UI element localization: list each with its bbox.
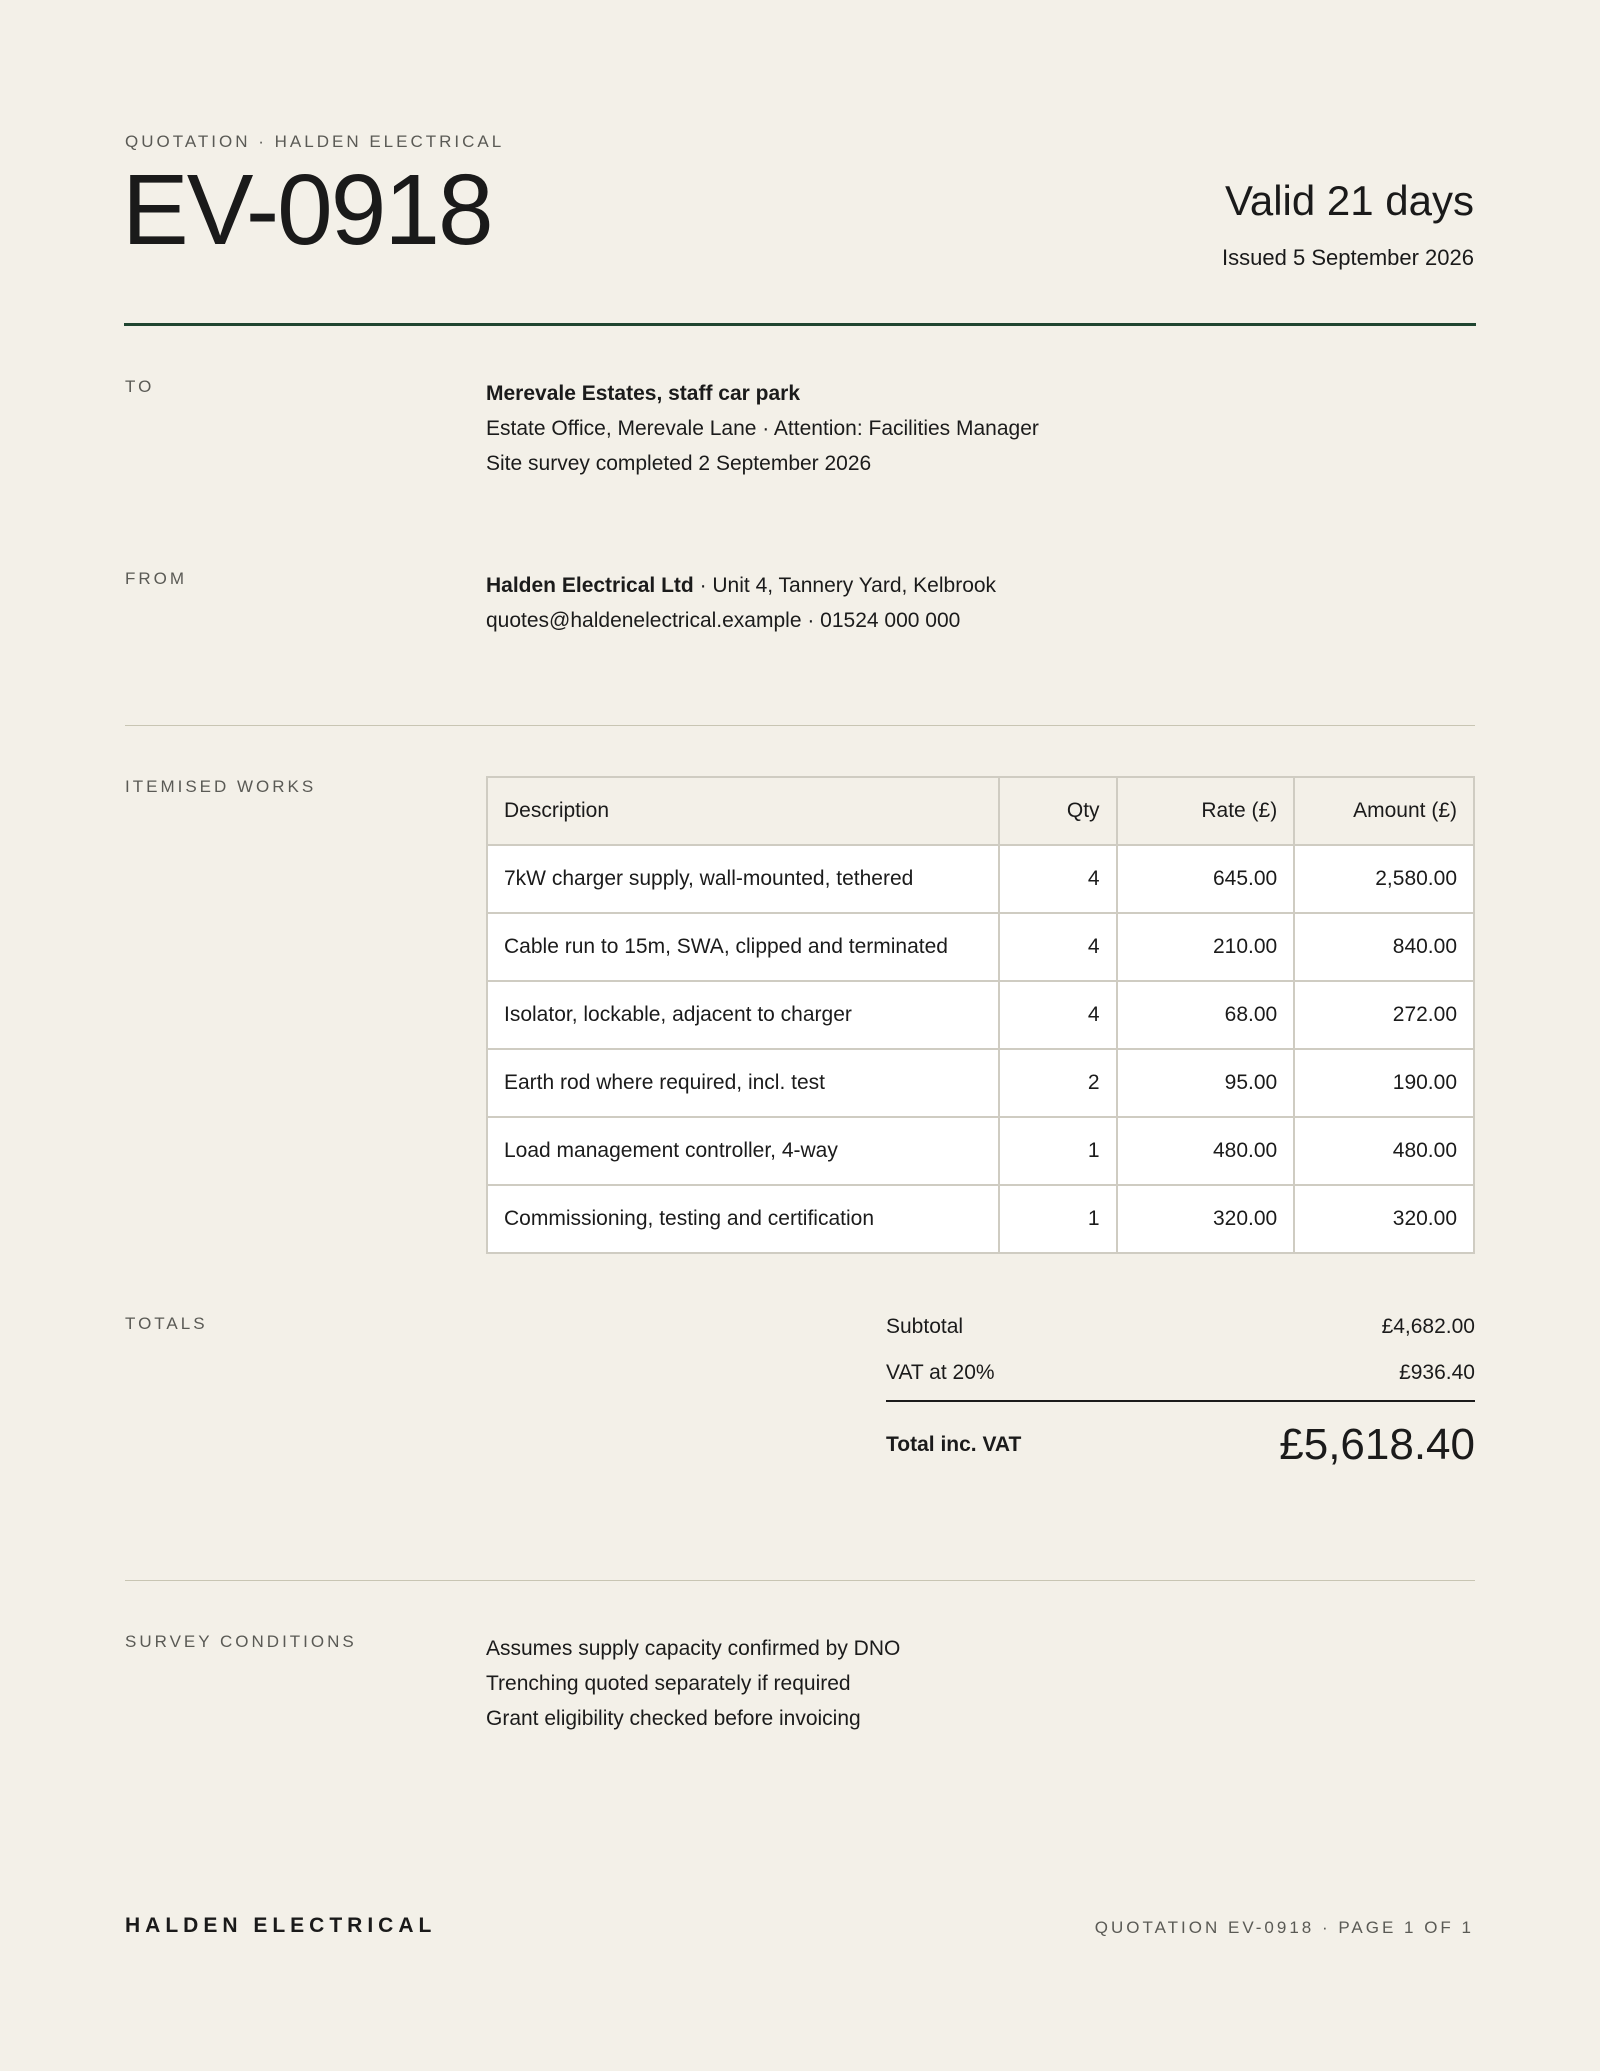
header-divider [124, 323, 1476, 326]
itemised-works-table [486, 776, 1475, 1254]
works-label: ITEMISED WORKS [125, 777, 317, 796]
item-qty: 4 [999, 913, 1117, 981]
item-description: Earth rod where required, incl. test [487, 1049, 999, 1117]
item-description: Load management controller, 4-way [487, 1117, 999, 1185]
item-amount: 840.00 [1294, 913, 1474, 981]
grand-total-label: Total inc. VAT [886, 1433, 1022, 1456]
item-description: 7kW charger supply, wall-mounted, tethered [487, 845, 999, 913]
item-rate: 645.00 [1117, 845, 1295, 913]
item-description: Isolator, lockable, adjacent to charger [487, 981, 999, 1049]
table-row [487, 1185, 1474, 1253]
validity-period: Valid 21 days [1224, 177, 1474, 224]
recipient-name: Merevale Estates, staff car park [486, 382, 801, 405]
table-header-row [487, 777, 1474, 845]
item-description: Cable run to 15m, SWA, clipped and terminated [487, 913, 999, 981]
issue-date: Issued 5 September 2026 [1222, 245, 1474, 270]
conditions-label: SURVEY CONDITIONS [125, 1632, 357, 1651]
quote-number: EV-0918 [122, 154, 492, 266]
sender-address: · Unit 4, Tannery Yard, Kelbrook [693, 574, 997, 597]
item-rate: 210.00 [1117, 913, 1295, 981]
item-amount: 272.00 [1294, 981, 1474, 1049]
item-qty: 1 [999, 1185, 1117, 1253]
sender-contact: quotes@haldenelectrical.example · 01524 000 000 [486, 609, 961, 632]
recipient-address: Estate Office, Merevale Lane · Attention: Facilities Manager [486, 417, 1039, 440]
item-qty: 4 [999, 981, 1117, 1049]
col-description: Description [487, 777, 999, 845]
footer-page-number: QUOTATION EV-0918 · PAGE 1 OF 1 [1094, 1918, 1474, 1937]
vat-value: £936.40 [1399, 1361, 1475, 1384]
footer-brand: HALDEN ELECTRICAL [125, 1914, 437, 1937]
table-row [487, 981, 1474, 1049]
item-qty: 4 [999, 845, 1117, 913]
condition-item: Grant eligibility checked before invoicing [486, 1707, 861, 1730]
sender-block [486, 568, 996, 638]
table-row [487, 913, 1474, 981]
to-label: TO [125, 377, 155, 396]
item-amount: 480.00 [1294, 1117, 1474, 1185]
grand-total-row [886, 1420, 1475, 1470]
col-rate: Rate (£) [1117, 777, 1295, 845]
item-qty: 2 [999, 1049, 1117, 1117]
table-row [487, 845, 1474, 913]
table-row [487, 1117, 1474, 1185]
grand-total-value: £5,618.40 [1279, 1420, 1475, 1469]
condition-item: Trenching quoted separately if required [486, 1672, 851, 1695]
from-label: FROM [125, 569, 188, 588]
survey-date: Site survey completed 2 September 2026 [486, 452, 872, 475]
section-divider [125, 1580, 1475, 1581]
document-eyebrow: QUOTATION · HALDEN ELECTRICAL [125, 132, 505, 151]
vat-row [886, 1356, 1475, 1390]
recipient-block [486, 376, 1039, 481]
vat-label: VAT at 20% [886, 1361, 995, 1384]
subtotal-value: £4,682.00 [1381, 1315, 1475, 1338]
item-rate: 320.00 [1117, 1185, 1295, 1253]
subtotal-label: Subtotal [886, 1315, 964, 1338]
col-amount: Amount (£) [1294, 777, 1474, 845]
sender-name: Halden Electrical Ltd [486, 574, 694, 597]
conditions-list [486, 1631, 900, 1736]
item-description: Commissioning, testing and certification [487, 1185, 999, 1253]
condition-item: Assumes supply capacity confirmed by DNO [486, 1637, 901, 1660]
section-divider [125, 725, 1475, 726]
item-rate: 68.00 [1117, 981, 1295, 1049]
subtotal-row [886, 1310, 1475, 1344]
item-amount: 190.00 [1294, 1049, 1474, 1117]
totals-block [886, 1310, 1475, 1470]
item-rate: 95.00 [1117, 1049, 1295, 1117]
totals-divider [886, 1400, 1475, 1402]
item-rate: 480.00 [1117, 1117, 1295, 1185]
item-qty: 1 [999, 1117, 1117, 1185]
item-amount: 2,580.00 [1294, 845, 1474, 913]
totals-label: TOTALS [125, 1314, 208, 1333]
col-qty: Qty [999, 777, 1117, 845]
item-amount: 320.00 [1294, 1185, 1474, 1253]
table-row [487, 1049, 1474, 1117]
